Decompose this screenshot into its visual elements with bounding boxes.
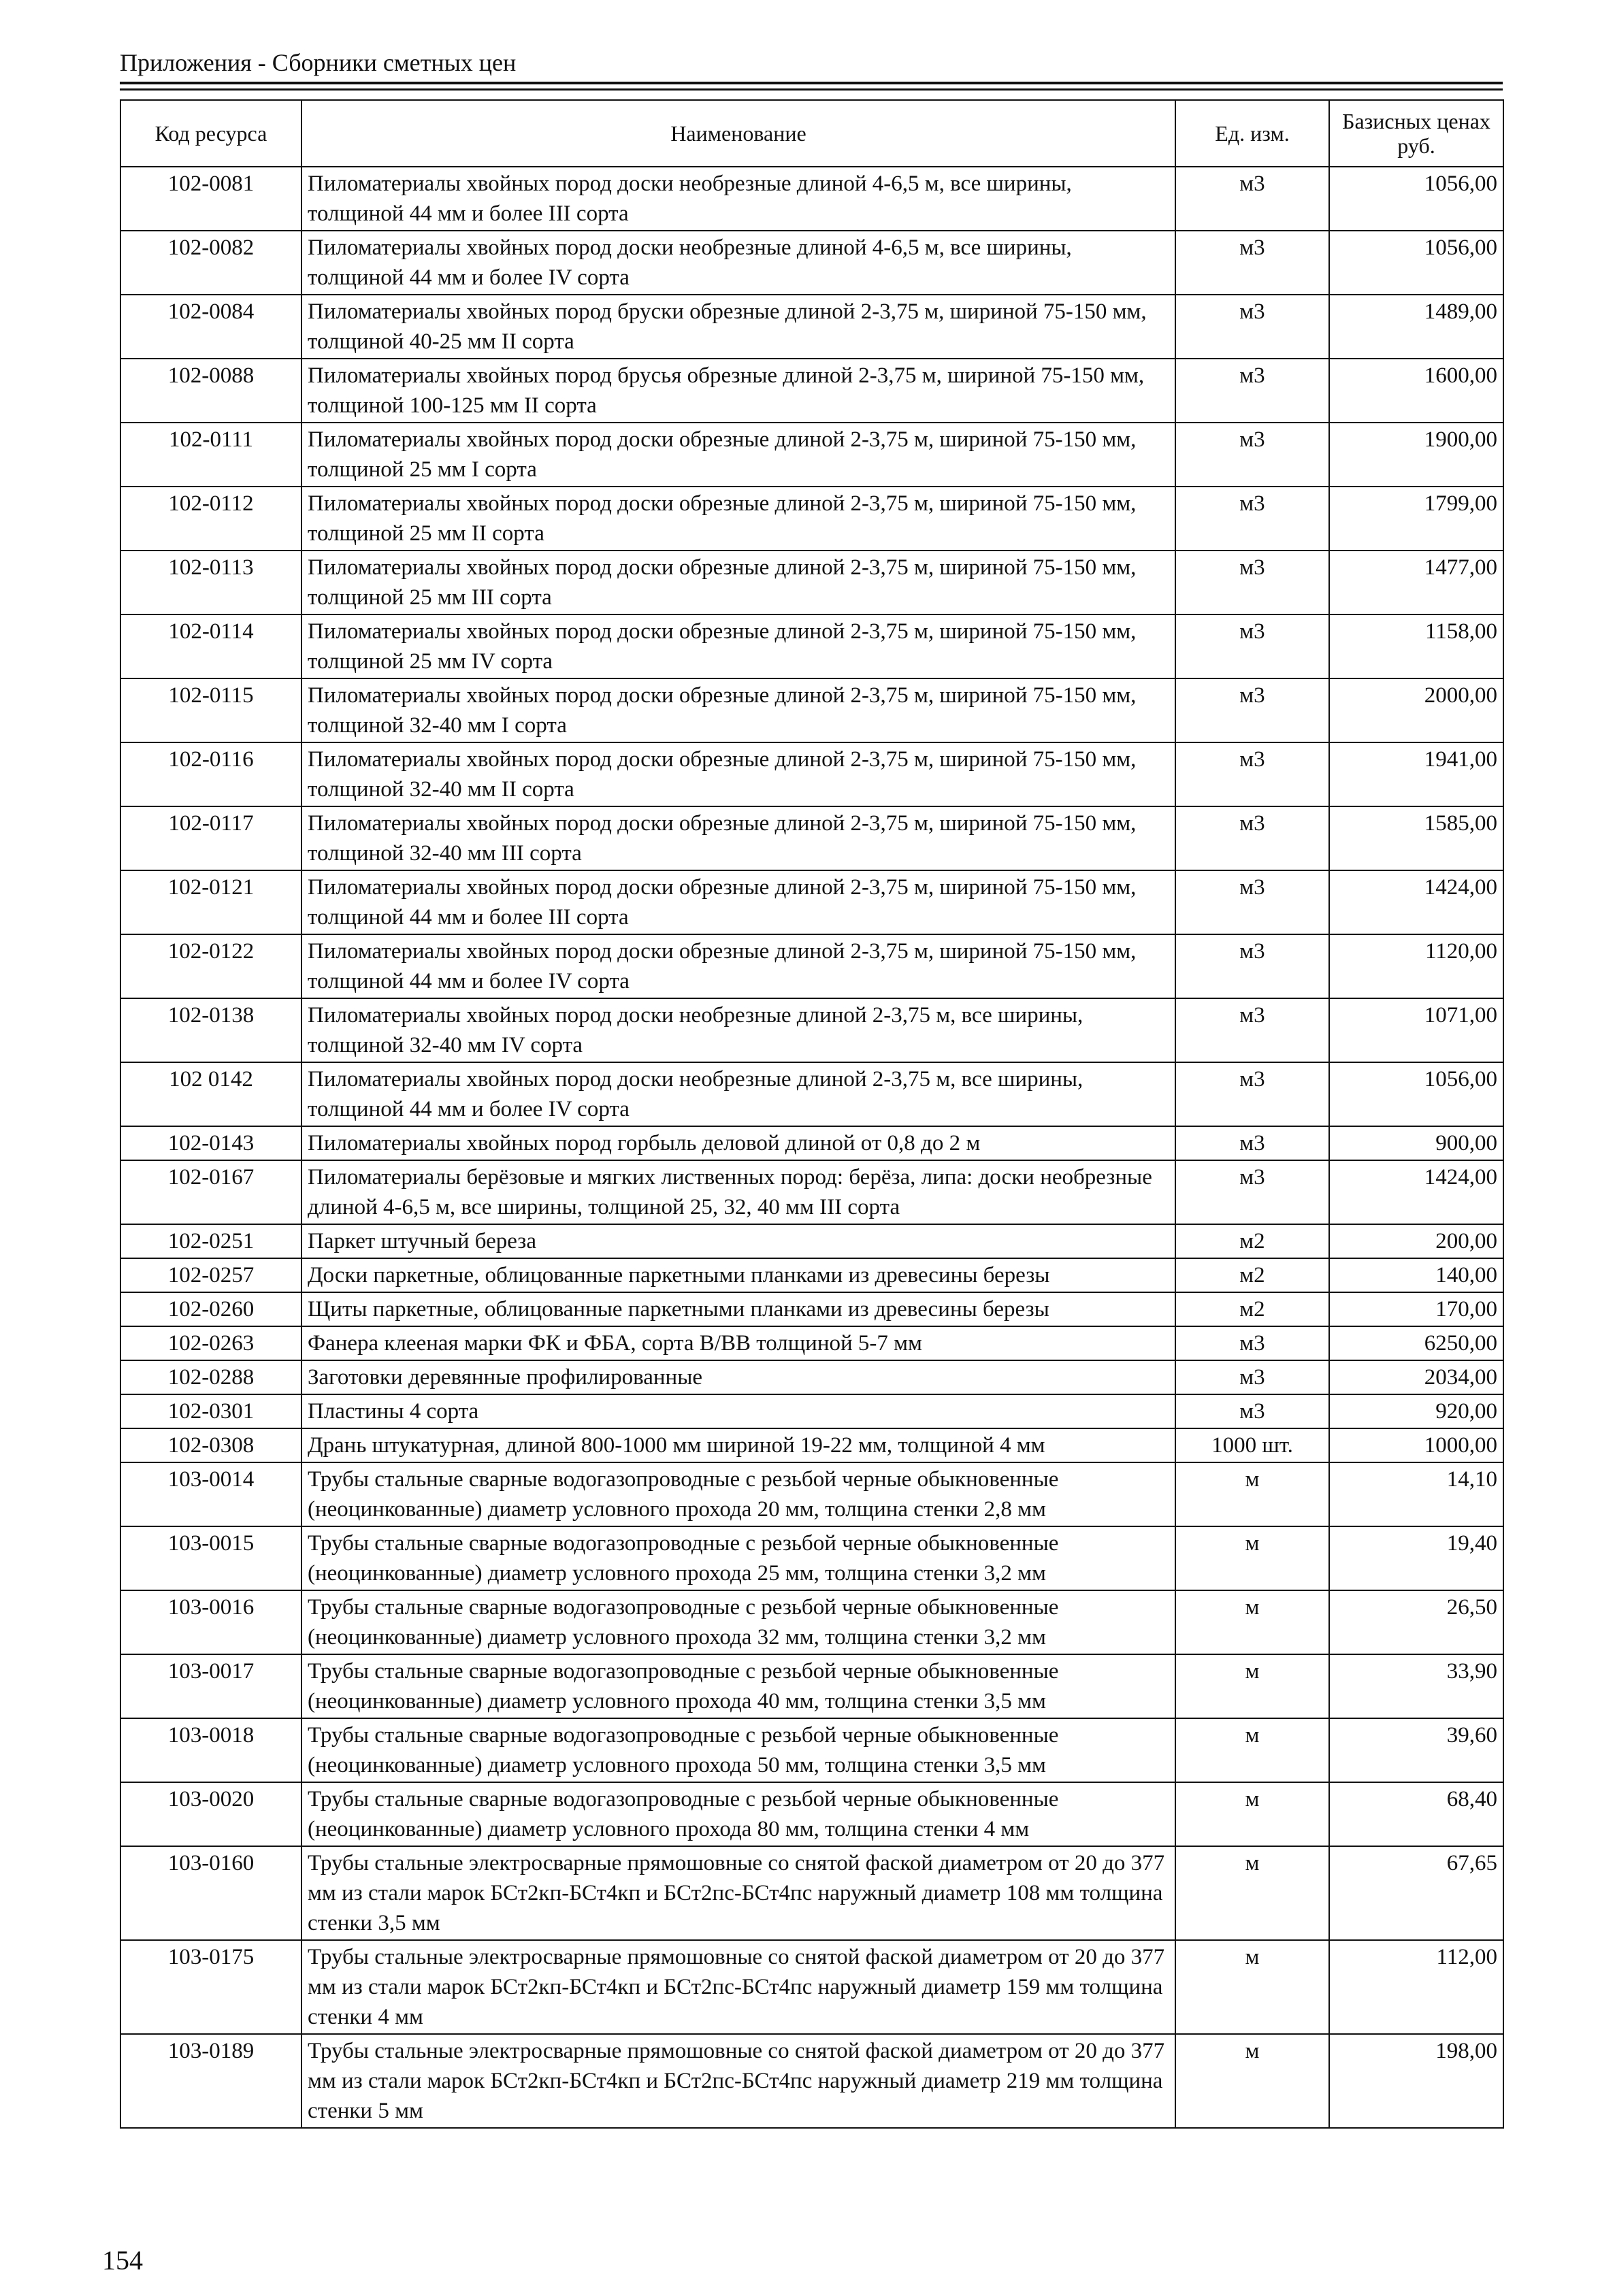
resource-name: Пиломатериалы хвойных пород доски обрезные длиной 2-3,75 м, шириной 75-150 мм, толщиной 32-40 мм II сорта — [301, 742, 1175, 806]
unit-of-measure: м3 — [1175, 1062, 1329, 1126]
base-price: 198,00 — [1329, 2034, 1503, 2128]
base-price: 1585,00 — [1329, 806, 1503, 870]
unit-of-measure: м — [1175, 1782, 1329, 1846]
unit-of-measure: м3 — [1175, 870, 1329, 934]
resource-code: 102-0257 — [120, 1258, 301, 1292]
base-price: 39,60 — [1329, 1718, 1503, 1782]
table-row — [120, 870, 1503, 934]
unit-of-measure: м — [1175, 1940, 1329, 2034]
table-row — [120, 1062, 1503, 1126]
table-row — [120, 231, 1503, 295]
resource-name: Пиломатериалы хвойных пород доски необрезные длиной 4-6,5 м, все ширины, толщиной 44 мм и более IV сорта — [301, 231, 1175, 295]
table-row — [120, 1126, 1503, 1160]
unit-of-measure: м3 — [1175, 551, 1329, 614]
table-row — [120, 998, 1503, 1062]
resource-code: 102-0116 — [120, 742, 301, 806]
resource-name: Доски паркетные, облицованные паркетными планками из древесины березы — [301, 1258, 1175, 1292]
resource-name: Трубы стальные сварные водогазопроводные с резьбой черные обыкновенные (неоцинкованные) диаметр условного прохода 50 мм, толщина стенки 3,5 мм — [301, 1718, 1175, 1782]
resource-code: 103-0018 — [120, 1718, 301, 1782]
base-price: 1120,00 — [1329, 934, 1503, 998]
table-body — [120, 167, 1503, 2128]
base-price: 1071,00 — [1329, 998, 1503, 1062]
resource-code: 102-0308 — [120, 1428, 301, 1462]
base-price: 6250,00 — [1329, 1326, 1503, 1360]
unit-of-measure: м3 — [1175, 742, 1329, 806]
column-header-unit: Ед. изм. — [1175, 100, 1329, 167]
table-row — [120, 614, 1503, 678]
resource-code: 102-0122 — [120, 934, 301, 998]
unit-of-measure: м3 — [1175, 295, 1329, 359]
resource-name: Пиломатериалы берёзовые и мягких лиственных пород: берёза, липа: доски необрезные длиной 4-6,5 м, все ширины, толщиной 25, 32, 40 мм III сорта — [301, 1160, 1175, 1224]
resource-code: 102-0301 — [120, 1394, 301, 1428]
base-price: 1158,00 — [1329, 614, 1503, 678]
base-price: 1056,00 — [1329, 167, 1503, 231]
page-header: Приложения - Сборники сметных цен — [120, 49, 517, 76]
unit-of-measure: м3 — [1175, 934, 1329, 998]
resource-name: Щиты паркетные, облицованные паркетными планками из древесины березы — [301, 1292, 1175, 1326]
resource-code: 102-0263 — [120, 1326, 301, 1360]
unit-of-measure: м — [1175, 1718, 1329, 1782]
unit-of-measure: м3 — [1175, 678, 1329, 742]
table-row — [120, 1940, 1503, 2034]
unit-of-measure: м — [1175, 1526, 1329, 1590]
resource-code: 103-0175 — [120, 1940, 301, 2034]
resource-name: Пиломатериалы хвойных пород бруски обрезные длиной 2-3,75 м, шириной 75-150 мм, толщиной 40-25 мм II сорта — [301, 295, 1175, 359]
resource-code: 102-0167 — [120, 1160, 301, 1224]
table-row — [120, 1326, 1503, 1360]
resource-name: Пиломатериалы хвойных пород брусья обрезные длиной 2-3,75 м, шириной 75-150 мм, толщиной 100-125 мм II сорта — [301, 359, 1175, 423]
base-price: 33,90 — [1329, 1654, 1503, 1718]
resource-name: Трубы стальные сварные водогазопроводные с резьбой черные обыкновенные (неоцинкованные) диаметр условного прохода 32 мм, толщина стенки 3,2 мм — [301, 1590, 1175, 1654]
base-price: 68,40 — [1329, 1782, 1503, 1846]
unit-of-measure: м3 — [1175, 806, 1329, 870]
unit-of-measure: м3 — [1175, 487, 1329, 551]
base-price: 112,00 — [1329, 1940, 1503, 2034]
base-price: 2000,00 — [1329, 678, 1503, 742]
table-row — [120, 2034, 1503, 2128]
table-row — [120, 1224, 1503, 1258]
table-row — [120, 1526, 1503, 1590]
unit-of-measure: м — [1175, 1846, 1329, 1940]
resource-name: Пиломатериалы хвойных пород доски обрезные длиной 2-3,75 м, шириной 75-150 мм, толщиной 25 мм III сорта — [301, 551, 1175, 614]
base-price: 14,10 — [1329, 1462, 1503, 1526]
unit-of-measure: м2 — [1175, 1224, 1329, 1258]
resource-name: Заготовки деревянные профилированные — [301, 1360, 1175, 1394]
table-row — [120, 359, 1503, 423]
resource-name: Трубы стальные сварные водогазопроводные с резьбой черные обыкновенные (неоцинкованные) диаметр условного прохода 40 мм, толщина стенки 3,5 мм — [301, 1654, 1175, 1718]
base-price: 1056,00 — [1329, 231, 1503, 295]
resource-name: Пиломатериалы хвойных пород доски обрезные длиной 2-3,75 м, шириной 75-150 мм, толщиной 25 мм I сорта — [301, 423, 1175, 487]
resource-name: Пиломатериалы хвойных пород доски необрезные длиной 4-6,5 м, все ширины, толщиной 44 мм и более III сорта — [301, 167, 1175, 231]
resource-name: Пиломатериалы хвойных пород доски обрезные длиной 2-3,75 м, шириной 75-150 мм, толщиной 25 мм IV сорта — [301, 614, 1175, 678]
unit-of-measure: м2 — [1175, 1292, 1329, 1326]
table-row — [120, 1462, 1503, 1526]
table-row — [120, 1846, 1503, 1940]
price-table — [120, 99, 1504, 2129]
table-row — [120, 806, 1503, 870]
resource-code: 103-0016 — [120, 1590, 301, 1654]
base-price: 1477,00 — [1329, 551, 1503, 614]
resource-code: 102-0112 — [120, 487, 301, 551]
table-row — [120, 1394, 1503, 1428]
resource-name: Пиломатериалы хвойных пород доски обрезные длиной 2-3,75 м, шириной 75-150 мм, толщиной 32-40 мм III сорта — [301, 806, 1175, 870]
table-row — [120, 1160, 1503, 1224]
resource-code: 103-0014 — [120, 1462, 301, 1526]
base-price: 2034,00 — [1329, 1360, 1503, 1394]
resource-code: 102-0251 — [120, 1224, 301, 1258]
header-rule-top — [120, 82, 1503, 84]
header-rule-bottom — [120, 88, 1503, 91]
base-price: 1941,00 — [1329, 742, 1503, 806]
unit-of-measure: м3 — [1175, 1326, 1329, 1360]
base-price: 900,00 — [1329, 1126, 1503, 1160]
resource-name: Паркет штучный береза — [301, 1224, 1175, 1258]
column-header-name: Наименование — [301, 100, 1175, 167]
table-row — [120, 1428, 1503, 1462]
table-row — [120, 1258, 1503, 1292]
table-row — [120, 167, 1503, 231]
table-row — [120, 1590, 1503, 1654]
resource-code: 102-0288 — [120, 1360, 301, 1394]
unit-of-measure: м2 — [1175, 1258, 1329, 1292]
base-price: 1424,00 — [1329, 870, 1503, 934]
resource-code: 102 0142 — [120, 1062, 301, 1126]
resource-name: Трубы стальные сварные водогазопроводные с резьбой черные обыкновенные (неоцинкованные) диаметр условного прохода 20 мм, толщина стенки 2,8 мм — [301, 1462, 1175, 1526]
table-row — [120, 1654, 1503, 1718]
unit-of-measure: м3 — [1175, 423, 1329, 487]
column-header-price: Базисных ценах руб. — [1329, 100, 1503, 167]
base-price: 1000,00 — [1329, 1428, 1503, 1462]
unit-of-measure: м3 — [1175, 1394, 1329, 1428]
column-header-code: Код ресурса — [120, 100, 301, 167]
resource-code: 103-0015 — [120, 1526, 301, 1590]
table-row — [120, 1292, 1503, 1326]
resource-name: Трубы стальные электросварные прямошовные со снятой фаской диаметром от 20 до 377 мм из стали марок БСт2кп-БСт4кп и БСт2пс-БСт4пс наружный диаметр 159 мм толщина стенки 4 мм — [301, 1940, 1175, 2034]
resource-code: 102-0121 — [120, 870, 301, 934]
page-number: 154 — [102, 2245, 143, 2276]
table-row — [120, 551, 1503, 614]
table-row — [120, 295, 1503, 359]
unit-of-measure: м3 — [1175, 231, 1329, 295]
base-price: 26,50 — [1329, 1590, 1503, 1654]
table-row — [120, 678, 1503, 742]
resource-name: Трубы стальные электросварные прямошовные со снятой фаской диаметром от 20 до 377 мм из стали марок БСт2кп-БСт4кп и БСт2пс-БСт4пс наружный диаметр 108 мм толщина стенки 3,5 мм — [301, 1846, 1175, 1940]
resource-name: Пиломатериалы хвойных пород доски обрезные длиной 2-3,75 м, шириной 75-150 мм, толщиной 25 мм II сорта — [301, 487, 1175, 551]
table-row — [120, 1718, 1503, 1782]
unit-of-measure: м3 — [1175, 1160, 1329, 1224]
resource-code: 102-0113 — [120, 551, 301, 614]
unit-of-measure: м3 — [1175, 359, 1329, 423]
resource-code: 103-0189 — [120, 2034, 301, 2128]
unit-of-measure: м — [1175, 1654, 1329, 1718]
resource-code: 102-0115 — [120, 678, 301, 742]
resource-name: Пиломатериалы хвойных пород доски обрезные длиной 2-3,75 м, шириной 75-150 мм, толщиной 32-40 мм I сорта — [301, 678, 1175, 742]
base-price: 1799,00 — [1329, 487, 1503, 551]
unit-of-measure: м — [1175, 2034, 1329, 2128]
base-price: 140,00 — [1329, 1258, 1503, 1292]
resource-code: 102-0260 — [120, 1292, 301, 1326]
table-row — [120, 487, 1503, 551]
resource-code: 102-0114 — [120, 614, 301, 678]
resource-name: Пиломатериалы хвойных пород доски обрезные длиной 2-3,75 м, шириной 75-150 мм, толщиной 44 мм и более III сорта — [301, 870, 1175, 934]
resource-code: 103-0017 — [120, 1654, 301, 1718]
base-price: 19,40 — [1329, 1526, 1503, 1590]
table-row — [120, 423, 1503, 487]
base-price: 1900,00 — [1329, 423, 1503, 487]
unit-of-measure: 1000 шт. — [1175, 1428, 1329, 1462]
resource-name: Пластины 4 сорта — [301, 1394, 1175, 1428]
unit-of-measure: м3 — [1175, 167, 1329, 231]
resource-code: 102-0111 — [120, 423, 301, 487]
resource-name: Пиломатериалы хвойных пород доски обрезные длиной 2-3,75 м, шириной 75-150 мм, толщиной 44 мм и более IV сорта — [301, 934, 1175, 998]
resource-name: Пиломатериалы хвойных пород горбыль деловой длиной от 0,8 до 2 м — [301, 1126, 1175, 1160]
resource-code: 102-0088 — [120, 359, 301, 423]
resource-code: 103-0020 — [120, 1782, 301, 1846]
resource-code: 102-0082 — [120, 231, 301, 295]
table-header-row — [120, 100, 1503, 167]
base-price: 920,00 — [1329, 1394, 1503, 1428]
unit-of-measure: м3 — [1175, 998, 1329, 1062]
table-row — [120, 742, 1503, 806]
resource-name: Дрань штукатурная, длиной 800-1000 мм шириной 19-22 мм, толщиной 4 мм — [301, 1428, 1175, 1462]
unit-of-measure: м — [1175, 1590, 1329, 1654]
resource-code: 102-0138 — [120, 998, 301, 1062]
resource-name: Трубы стальные сварные водогазопроводные с резьбой черные обыкновенные (неоцинкованные) диаметр условного прохода 25 мм, толщина стенки 3,2 мм — [301, 1526, 1175, 1590]
resource-name: Пиломатериалы хвойных пород доски необрезные длиной 2-3,75 м, все ширины, толщиной 32-40 мм IV сорта — [301, 998, 1175, 1062]
resource-code: 102-0081 — [120, 167, 301, 231]
resource-code: 102-0143 — [120, 1126, 301, 1160]
resource-name: Фанера клееная марки ФК и ФБА, сорта В/ВВ толщиной 5-7 мм — [301, 1326, 1175, 1360]
base-price: 170,00 — [1329, 1292, 1503, 1326]
base-price: 67,65 — [1329, 1846, 1503, 1940]
base-price: 1424,00 — [1329, 1160, 1503, 1224]
base-price: 1600,00 — [1329, 359, 1503, 423]
unit-of-measure: м3 — [1175, 614, 1329, 678]
unit-of-measure: м3 — [1175, 1126, 1329, 1160]
table-row — [120, 1782, 1503, 1846]
unit-of-measure: м3 — [1175, 1360, 1329, 1394]
resource-name: Трубы стальные сварные водогазопроводные с резьбой черные обыкновенные (неоцинкованные) диаметр условного прохода 80 мм, толщина стенки 4 мм — [301, 1782, 1175, 1846]
unit-of-measure: м — [1175, 1462, 1329, 1526]
base-price: 1056,00 — [1329, 1062, 1503, 1126]
base-price: 200,00 — [1329, 1224, 1503, 1258]
table-row — [120, 1360, 1503, 1394]
resource-name: Трубы стальные электросварные прямошовные со снятой фаской диаметром от 20 до 377 мм из стали марок БСт2кп-БСт4кп и БСт2пс-БСт4пс наружный диаметр 219 мм толщина стенки 5 мм — [301, 2034, 1175, 2128]
resource-code: 103-0160 — [120, 1846, 301, 1940]
base-price: 1489,00 — [1329, 295, 1503, 359]
table-row — [120, 934, 1503, 998]
resource-name: Пиломатериалы хвойных пород доски необрезные длиной 2-3,75 м, все ширины, толщиной 44 мм и более IV сорта — [301, 1062, 1175, 1126]
resource-code: 102-0117 — [120, 806, 301, 870]
resource-code: 102-0084 — [120, 295, 301, 359]
